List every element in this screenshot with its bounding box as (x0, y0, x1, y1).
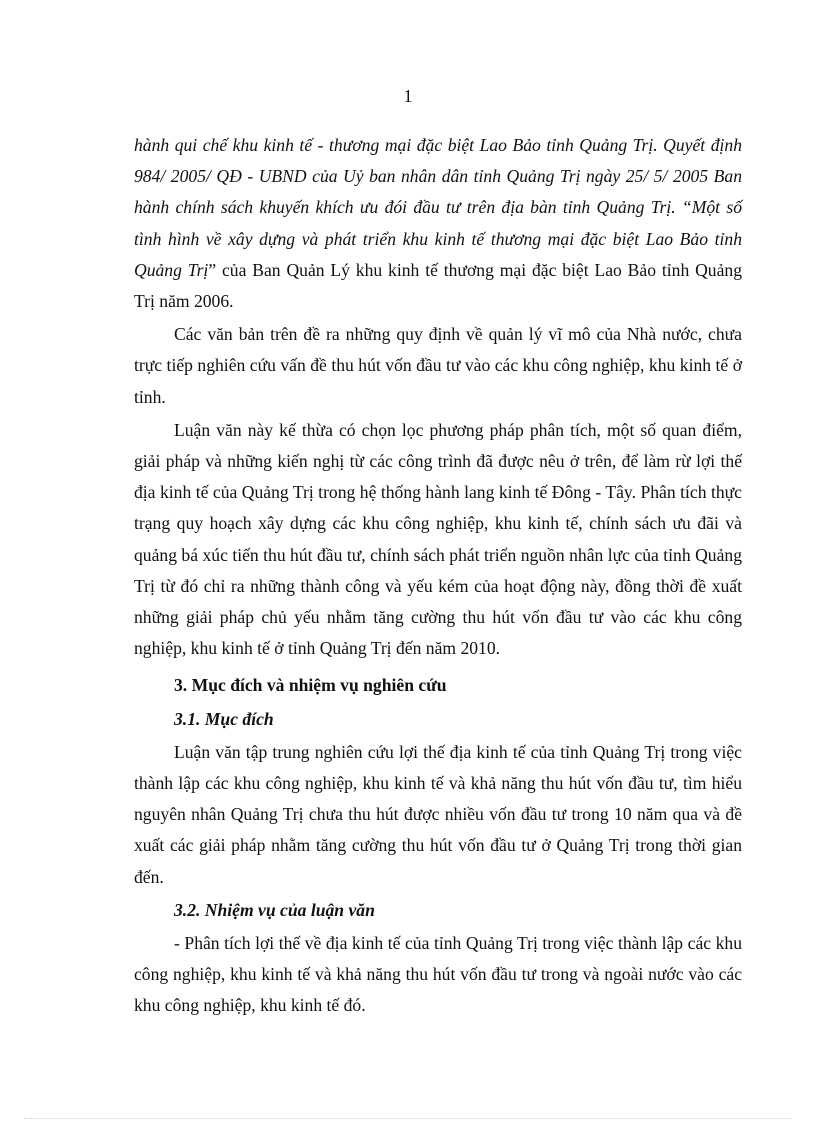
section-heading-3: 3. Mục đích và nhiệm vụ nghiên cứu (174, 675, 447, 696)
paragraph-thesis-inheritance: Luận văn này kế thừa có chọn lọc phương pháp phân tích, một số quan điểm, giải pháp và những kiến nghị từ các công trình đã được nêu ở trên, để làm rừ lợi thế địa kinh tế của Quảng Trị trong hệ thống hành lang kinh tế Đông - Tây. Phân tích thực trạng quy hoạch xây dựng các khu công nghiệp, khu kinh tế, chính sách ưu đãi và quảng bá xúc tiến thu hút đầu tư, chính sách phát triển nguồn nhân lực của tỉnh Quảng Trị từ đó chỉ ra những thành công và yếu kém của hoạt động này, đồng thời đề xuất những giải pháp chủ yếu nhằm tăng cường thu hút vốn đầu tư vào các khu công nghiệp, khu kinh tế ở tỉnh Quảng Trị đến năm 2010. (134, 419, 742, 659)
document-body (134, 130, 742, 1024)
paragraph-references (134, 130, 742, 317)
references-italic-text: hành qui chế khu kinh tế - thương mại đặc biệt Lao Bảo tỉnh Quảng Trị. Quyết định 984/ 2005/ QĐ - UBND của Uỷ ban nhân dân tỉnh Quảng Trị ngày 25/ 5/ 2005 Ban hành chính sách khuyến khích ưu đói đầu tư trên địa bàn tỉnh Quảng Trị. “Một số tình hình về xây dựng và phát triển khu kinh tế thương mại đặc biệt Lao Bảo tỉnh Quảng Trị (134, 135, 742, 280)
subsection-heading-3-1: 3.1. Mục đích (174, 708, 274, 729)
subsection-heading-3-2: 3.2. Nhiệm vụ của luận văn (174, 899, 375, 920)
paragraph-documents-overview: Các văn bản trên đề ra những quy định về quản lý vĩ mô của Nhà nước, chưa trực tiếp nghiên cứu vấn đề thu hút vốn đầu tư vào các khu công nghiệp, khu kinh tế ở tỉnh. (134, 324, 742, 407)
page-bottom-divider (24, 1118, 792, 1119)
paragraph-tasks: - Phân tích lợi thế về địa kinh tế của tỉnh Quảng Trị trong việc thành lập các khu công nghiệp, khu kinh tế và khả năng thu hút vốn đầu tư trong và ngoài nước vào các khu công nghiệp, khu kinh tế đó. (134, 933, 742, 1016)
paragraph-purpose: Luận văn tập trung nghiên cứu lợi thế địa kinh tế của tỉnh Quảng Trị trong việc thành lập các khu công nghiệp, khu kinh tế và khả năng thu hút vốn đầu tư, tìm hiểu nguyên nhân Quảng Trị chưa thu hút được nhiều vốn đầu tư trong 10 năm qua và đề xuất các giải pháp nhằm tăng cường thu hút vốn đầu tư ở Quảng Trị trong thời gian đến. (134, 741, 742, 887)
page-number: 1 (403, 86, 413, 106)
references-normal-text: ” của Ban Quản Lý khu kinh tế thương mại đặc biệt Lao Bảo tỉnh Quảng Trị năm 2006. (134, 259, 743, 312)
